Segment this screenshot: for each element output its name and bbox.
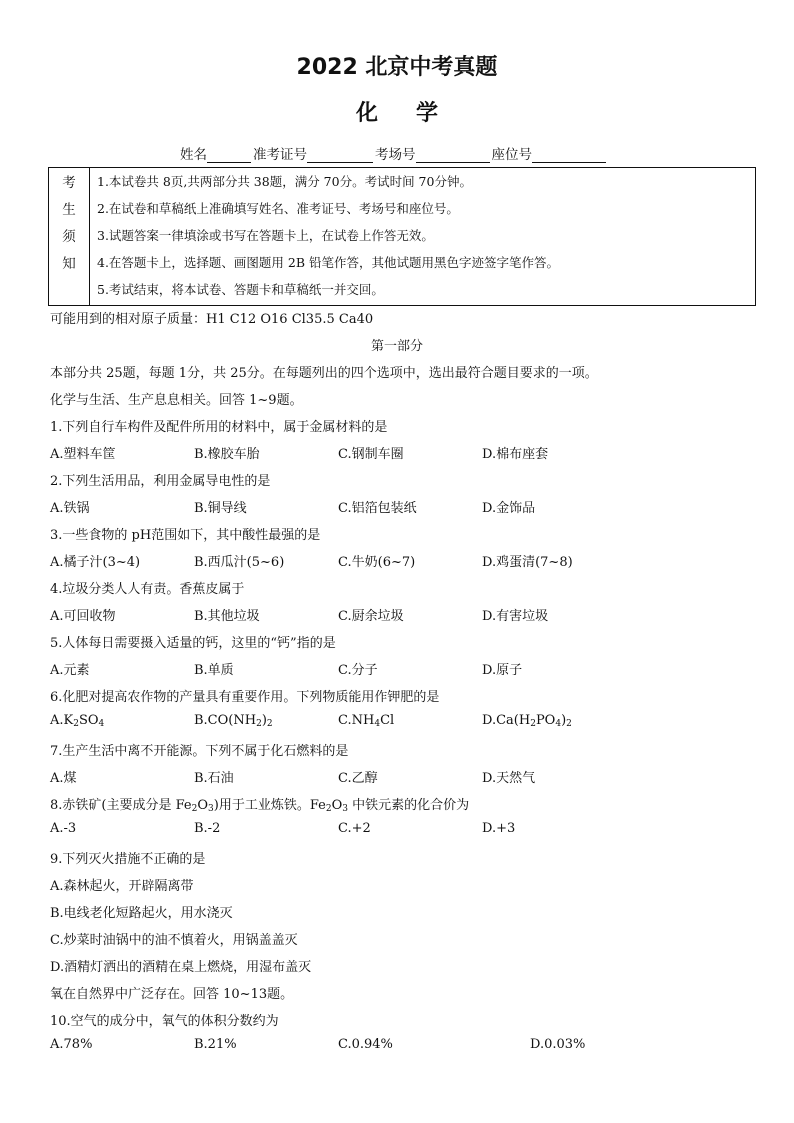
- notice-label-char: 须: [62, 229, 76, 245]
- question-stem: 8.赤铁矿(主要成分是 $Fe_2O_3$)用于工业炼铁。$Fe_2O_3$ 中铁元素的化合价为: [50, 798, 470, 814]
- option-c[interactable]: C.厨余垃圾: [338, 609, 404, 624]
- context-10-13: 氧在自然界中广泛存在。回答 10~13题。: [50, 987, 294, 1002]
- option-c[interactable]: C.分子: [338, 663, 378, 678]
- question-stem: 4.垃圾分类人人有责。香蕉皮属于: [50, 582, 245, 597]
- option-a[interactable]: A.铁锅: [50, 501, 90, 516]
- question-stem: 7.生产生活中离不开能源。下列不属于化石燃料的是: [50, 744, 349, 759]
- option-b[interactable]: B.其他垃圾: [194, 609, 260, 624]
- room-blank[interactable]: [416, 148, 490, 163]
- option-d[interactable]: D.+3: [482, 821, 516, 836]
- option-b[interactable]: B.西瓜汁(5~6): [194, 555, 285, 570]
- notice-item: 5.考试结束，将本试卷、答题卡和草稿纸一并交回。: [97, 282, 384, 297]
- option-c[interactable]: C.铝箔包装纸: [338, 501, 417, 516]
- option-b[interactable]: B.橡胶车胎: [194, 447, 260, 462]
- question-stem: 1.下列自行车构件及配件所用的材料中，属于金属材料的是: [50, 420, 388, 435]
- option-b[interactable]: B.石油: [194, 771, 234, 786]
- field-room-label: 考场号: [375, 147, 416, 163]
- option-c[interactable]: $C.NH_4Cl$: [338, 713, 395, 729]
- option-d[interactable]: D.原子: [482, 663, 523, 678]
- option-d[interactable]: D.酒精灯洒出的酒精在桌上燃烧，用湿布盖灭: [50, 960, 312, 975]
- notice-item: 1.本试卷共 8页,共两部分共 38题，满分 70分。考试时间 70分钟。: [97, 174, 472, 189]
- option-d[interactable]: $D.Ca(H_2PO_4)_2$: [482, 713, 572, 729]
- notice-item: 4.在答题卡上，选择题、画图题用 2B 铅笔作答，其他试题用黑色字迹签字笔作答。: [97, 255, 560, 270]
- option-c[interactable]: C.钢制车圈: [338, 447, 404, 462]
- seat-blank[interactable]: [532, 148, 606, 163]
- question-stem: 6.化肥对提高农作物的产量具有重要作用。下列物质能用作钾肥的是: [50, 690, 440, 705]
- option-b[interactable]: B.电线老化短路起火，用水浇灭: [50, 906, 233, 921]
- field-name-label: 姓名: [180, 147, 207, 163]
- option-c[interactable]: C.牛奶(6~7): [338, 555, 416, 570]
- question-stem: 9.下列灭火措施不正确的是: [50, 852, 206, 867]
- field-seat-label: 座位号: [491, 147, 532, 163]
- option-a[interactable]: A.-3: [50, 821, 77, 836]
- notice-label: [49, 168, 90, 305]
- option-b[interactable]: B.-2: [194, 821, 221, 836]
- option-c[interactable]: C.炒菜时油锅中的油不慎着火，用锅盖盖灭: [50, 933, 298, 948]
- candidate-fields: [180, 143, 608, 163]
- option-d[interactable]: D.鸡蛋清(7~8): [482, 555, 573, 570]
- option-c[interactable]: C.+2: [338, 821, 371, 836]
- option-b[interactable]: B.21%: [194, 1037, 237, 1052]
- notice-label-char: 考: [62, 175, 76, 191]
- option-a[interactable]: A.78%: [50, 1037, 93, 1052]
- part-heading: 第一部分: [370, 339, 423, 354]
- option-b[interactable]: B.单质: [194, 663, 234, 678]
- option-a[interactable]: A.森林起火，开辟隔离带: [50, 879, 194, 894]
- option-c[interactable]: C.0.94%: [338, 1037, 393, 1052]
- option-c[interactable]: C.乙醇: [338, 771, 378, 786]
- notice-label-char: 知: [62, 256, 76, 272]
- part-intro: 本部分共 25题，每题 1分，共 25分。在每题列出的四个选项中，选出最符合题目要求的一项。: [50, 366, 598, 381]
- question-stem: 5.人体每日需要摄入适量的钙，这里的“钙”指的是: [50, 636, 336, 651]
- option-a[interactable]: A.元素: [50, 663, 90, 678]
- option-d[interactable]: D.金饰品: [482, 501, 536, 516]
- subject-title: 化学: [355, 101, 476, 126]
- question-stem: 10.空气的成分中，氧气的体积分数约为: [50, 1014, 279, 1029]
- option-d[interactable]: D.有害垃圾: [482, 609, 549, 624]
- option-d[interactable]: D.棉布座套: [482, 447, 549, 462]
- option-b[interactable]: $B.CO(NH_2)_2$: [194, 713, 273, 729]
- option-d[interactable]: D.0.03%: [530, 1037, 586, 1052]
- question-stem: 2.下列生活用品，利用金属导电性的是: [50, 474, 271, 489]
- exam-id-blank[interactable]: [307, 148, 373, 163]
- option-a[interactable]: $A.K_2SO_4$: [50, 713, 105, 729]
- notice-item: 2.在试卷和草稿纸上准确填写姓名、准考证号、考场号和座位号。: [97, 201, 459, 216]
- option-a[interactable]: A.可回收物: [50, 609, 116, 624]
- option-a[interactable]: A.橘子汁(3~4): [50, 555, 141, 570]
- question-stem: 3.一些食物的 pH范围如下，其中酸性最强的是: [50, 528, 321, 543]
- context-1-9: 化学与生活、生产息息相关。回答 1~9题。: [50, 393, 303, 408]
- option-a[interactable]: A.煤: [50, 771, 77, 786]
- atomic-mass-line: 可能用到的相对原子质量：H1 C12 O16 Cl35.5 Ca40: [50, 312, 374, 327]
- option-d[interactable]: D.天然气: [482, 771, 536, 786]
- notice-label-char: 生: [62, 202, 76, 218]
- name-blank[interactable]: [207, 148, 251, 163]
- exam-notice-box: [48, 167, 756, 306]
- option-b[interactable]: B.铜导线: [194, 501, 247, 516]
- option-a[interactable]: A.塑料车筐: [50, 447, 116, 462]
- exam-title: 2022 北京中考真题: [296, 55, 498, 80]
- field-exam-id-label: 准考证号: [253, 147, 307, 163]
- notice-item: 3.试题答案一律填涂或书写在答题卡上，在试卷上作答无效。: [97, 228, 434, 243]
